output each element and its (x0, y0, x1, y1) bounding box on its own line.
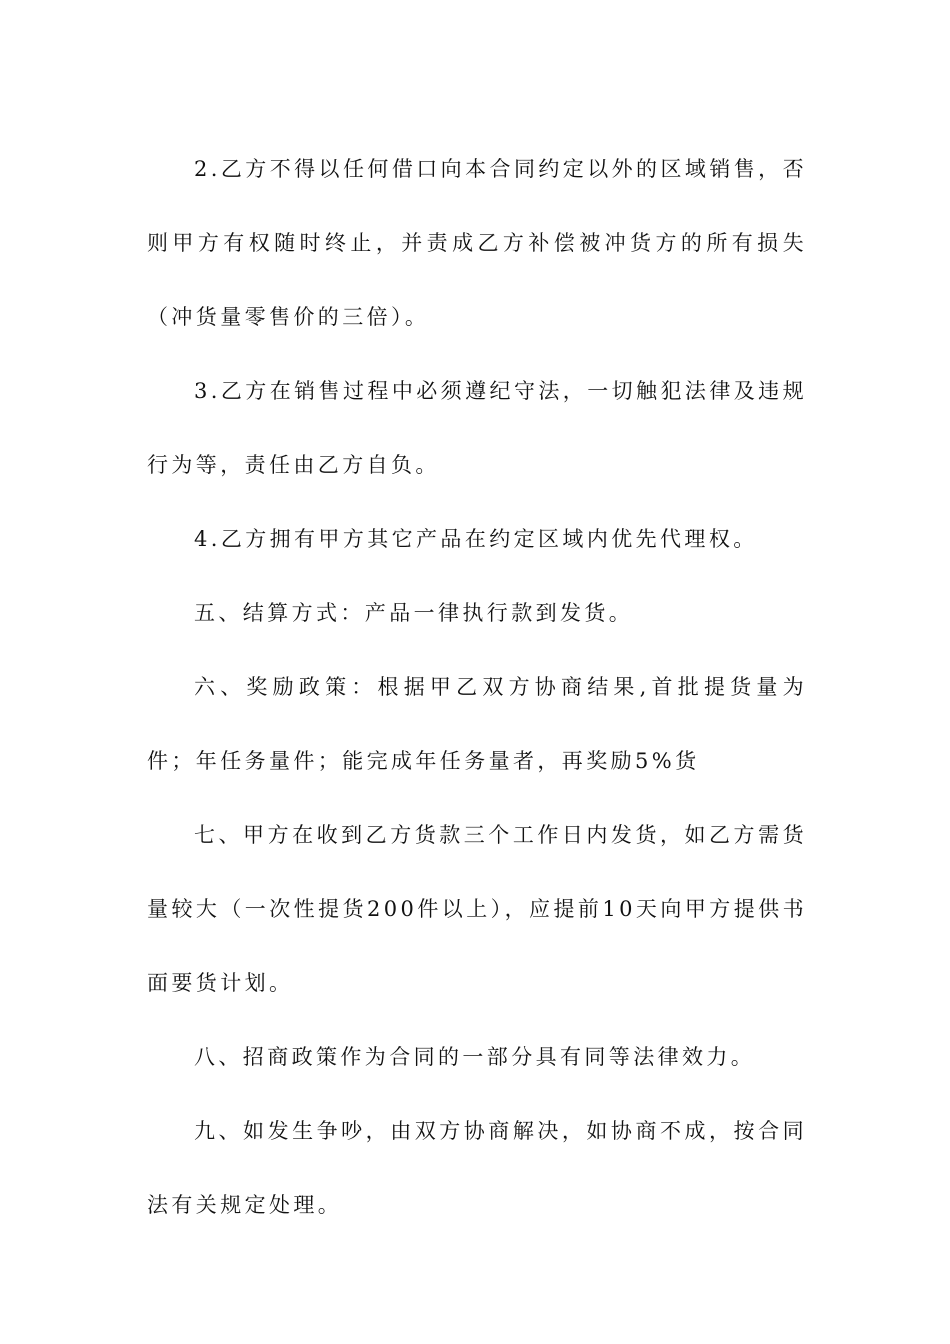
clause-paragraph: 2.乙方不得以任何借口向本合同约定以外的区域销售，否则甲方有权随时终止，并责成乙方补偿被冲货方的所有损失（冲货量零售价的三倍）。 (147, 157, 807, 329)
clause-paragraph: 七、甲方在收到乙方货款三个工作日内发货，如乙方需货量较大（一次性提货200件以上），应提前10天向甲方提供书面要货计划。 (147, 823, 807, 995)
clause-paragraph: 五、结算方式：产品一律执行款到发货。 (194, 601, 634, 625)
clause-paragraph: 八、招商政策作为合同的一部分具有同等法律效力。 (194, 1045, 756, 1069)
clause-paragraph: 4.乙方拥有甲方其它产品在约定区域内优先代理权。 (194, 527, 758, 551)
clause-paragraph: 九、如发生争吵，由双方协商解决，如协商不成，按合同法有关规定处理。 (147, 1119, 807, 1217)
clause-paragraph: 3.乙方在销售过程中必须遵纪守法，一切触犯法律及违规行为等，责任由乙方自负。 (147, 379, 807, 477)
document-body (147, 132, 807, 1242)
clause-paragraph: 六、奖励政策：根据甲乙双方协商结果,首批提货量为件；年任务量件；能完成年任务量者，再奖励5%货 (147, 675, 807, 773)
